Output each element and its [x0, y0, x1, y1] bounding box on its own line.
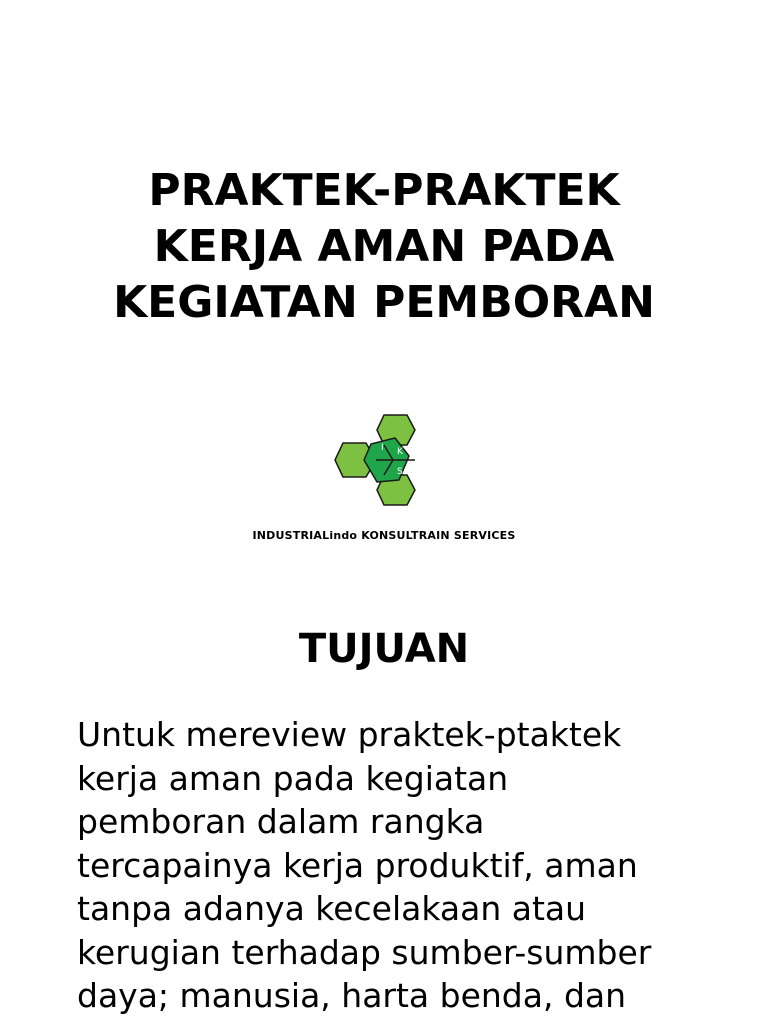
paragraph-line: tanpa adanya kecelakaan atau [77, 889, 587, 928]
company-logo-icon [333, 410, 437, 514]
logo-letter: K [397, 447, 403, 457]
paragraph-line: Untuk mereview praktek-ptaktek [77, 715, 622, 754]
paragraph-line: daya; manusia, harta benda, dan [77, 976, 627, 1015]
title-line: KEGIATAN PEMBORAN [113, 277, 655, 328]
logo-letter: I [381, 443, 384, 453]
hexagon-logo-graphic [333, 410, 437, 514]
paragraph-line: kerugian terhadap sumber-sumber [77, 932, 652, 972]
paragraph-line: kerja aman pada kegiatan [77, 758, 509, 798]
objective-paragraph [77, 713, 757, 1018]
logo-letter: S [397, 467, 403, 477]
title-line: KERJA AMAN PADA [153, 221, 615, 272]
slide-title [40, 163, 728, 331]
section-heading: TUJUAN [298, 626, 470, 672]
paragraph-line: pemboran dalam rangka [77, 802, 485, 841]
title-line: PRAKTEK-PRAKTEK [148, 165, 620, 216]
objective-slide [0, 576, 768, 1024]
paragraph-line: tercapainya kerja produktif, aman [77, 845, 638, 885]
company-name: INDUSTRIALindo KONSULTRAIN SERVICES [252, 529, 516, 542]
